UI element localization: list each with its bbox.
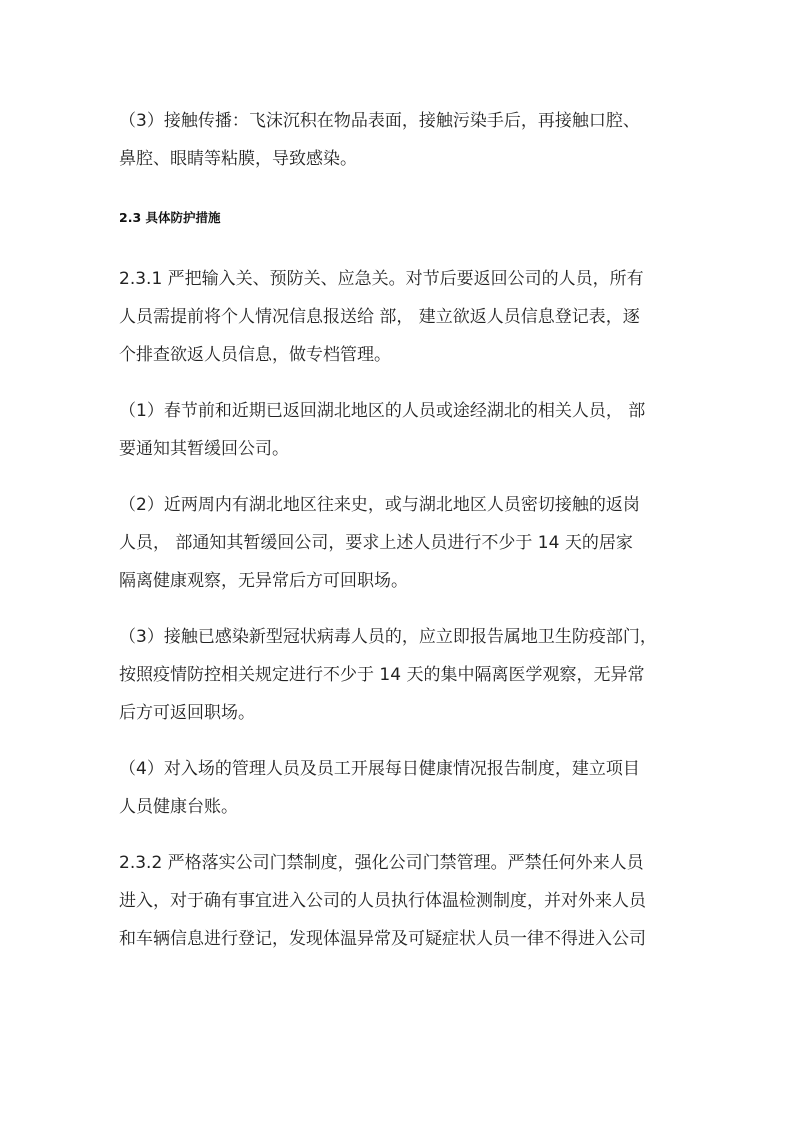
text-line: 按照疫情防控相关规定进行不少于 14 天的集中隔离医学观察，无异常 <box>119 665 645 685</box>
text-line: 人员， 部通知其暂缓回公司，要求上述人员进行不少于 14 天的居家 <box>119 533 633 553</box>
text-line: 人员健康台账。 <box>119 797 238 817</box>
document-body <box>119 102 689 958</box>
text-line: （4）对入场的管理人员及员工开展每日健康情况报告制度，建立项目 <box>119 759 640 779</box>
text-line: 人员需提前将个人情况信息报送给 部， 建立欲返人员信息登记表，逐 <box>119 307 640 327</box>
text-line: （2）近两周内有湖北地区往来史，或与湖北地区人员密切接触的返岗 <box>119 495 640 515</box>
paragraph-2-3-2 <box>119 844 689 958</box>
text-line: 2.3.2 严格落实公司门禁制度，强化公司门禁管理。严禁任何外来人员 <box>119 853 644 873</box>
text-line: 鼻腔、眼睛等粘膜，导致感染。 <box>119 149 357 169</box>
list-item-1 <box>119 392 689 468</box>
paragraph-contact-transmission <box>119 102 689 178</box>
text-line: 进入，对于确有事宜进入公司的人员执行体温检测制度，并对外来人员 <box>119 891 646 911</box>
text-line: 后方可返回职场。 <box>119 703 255 723</box>
text-line: 2.3.1 严把输入关、预防关、应急关。对节后要返回公司的人员，所有 <box>119 269 644 289</box>
text-line: （3）接触已感染新型冠状病毒人员的，应立即报告属地卫生防疫部门， <box>119 627 657 647</box>
paragraph-2-3-1 <box>119 260 689 374</box>
text-line: 要通知其暂缓回公司。 <box>119 439 289 459</box>
text-line: 个排查欲返人员信息，做专档管理。 <box>119 345 391 365</box>
text-line: （1）春节前和近期已返回湖北地区的人员或途经湖北的相关人员， 部 <box>119 401 646 421</box>
text-line: 和车辆信息进行登记，发现体温异常及可疑症状人员一律不得进入公司 <box>119 929 646 949</box>
list-item-4 <box>119 750 689 826</box>
list-item-3 <box>119 618 689 732</box>
section-heading: 2.3 具体防护措施 <box>119 210 221 225</box>
text-line: 隔离健康观察，无异常后方可回职场。 <box>119 571 408 591</box>
text-line: （3）接触传播：飞沫沉积在物品表面，接触污染手后，再接触口腔、 <box>119 111 640 131</box>
list-item-2 <box>119 486 689 600</box>
